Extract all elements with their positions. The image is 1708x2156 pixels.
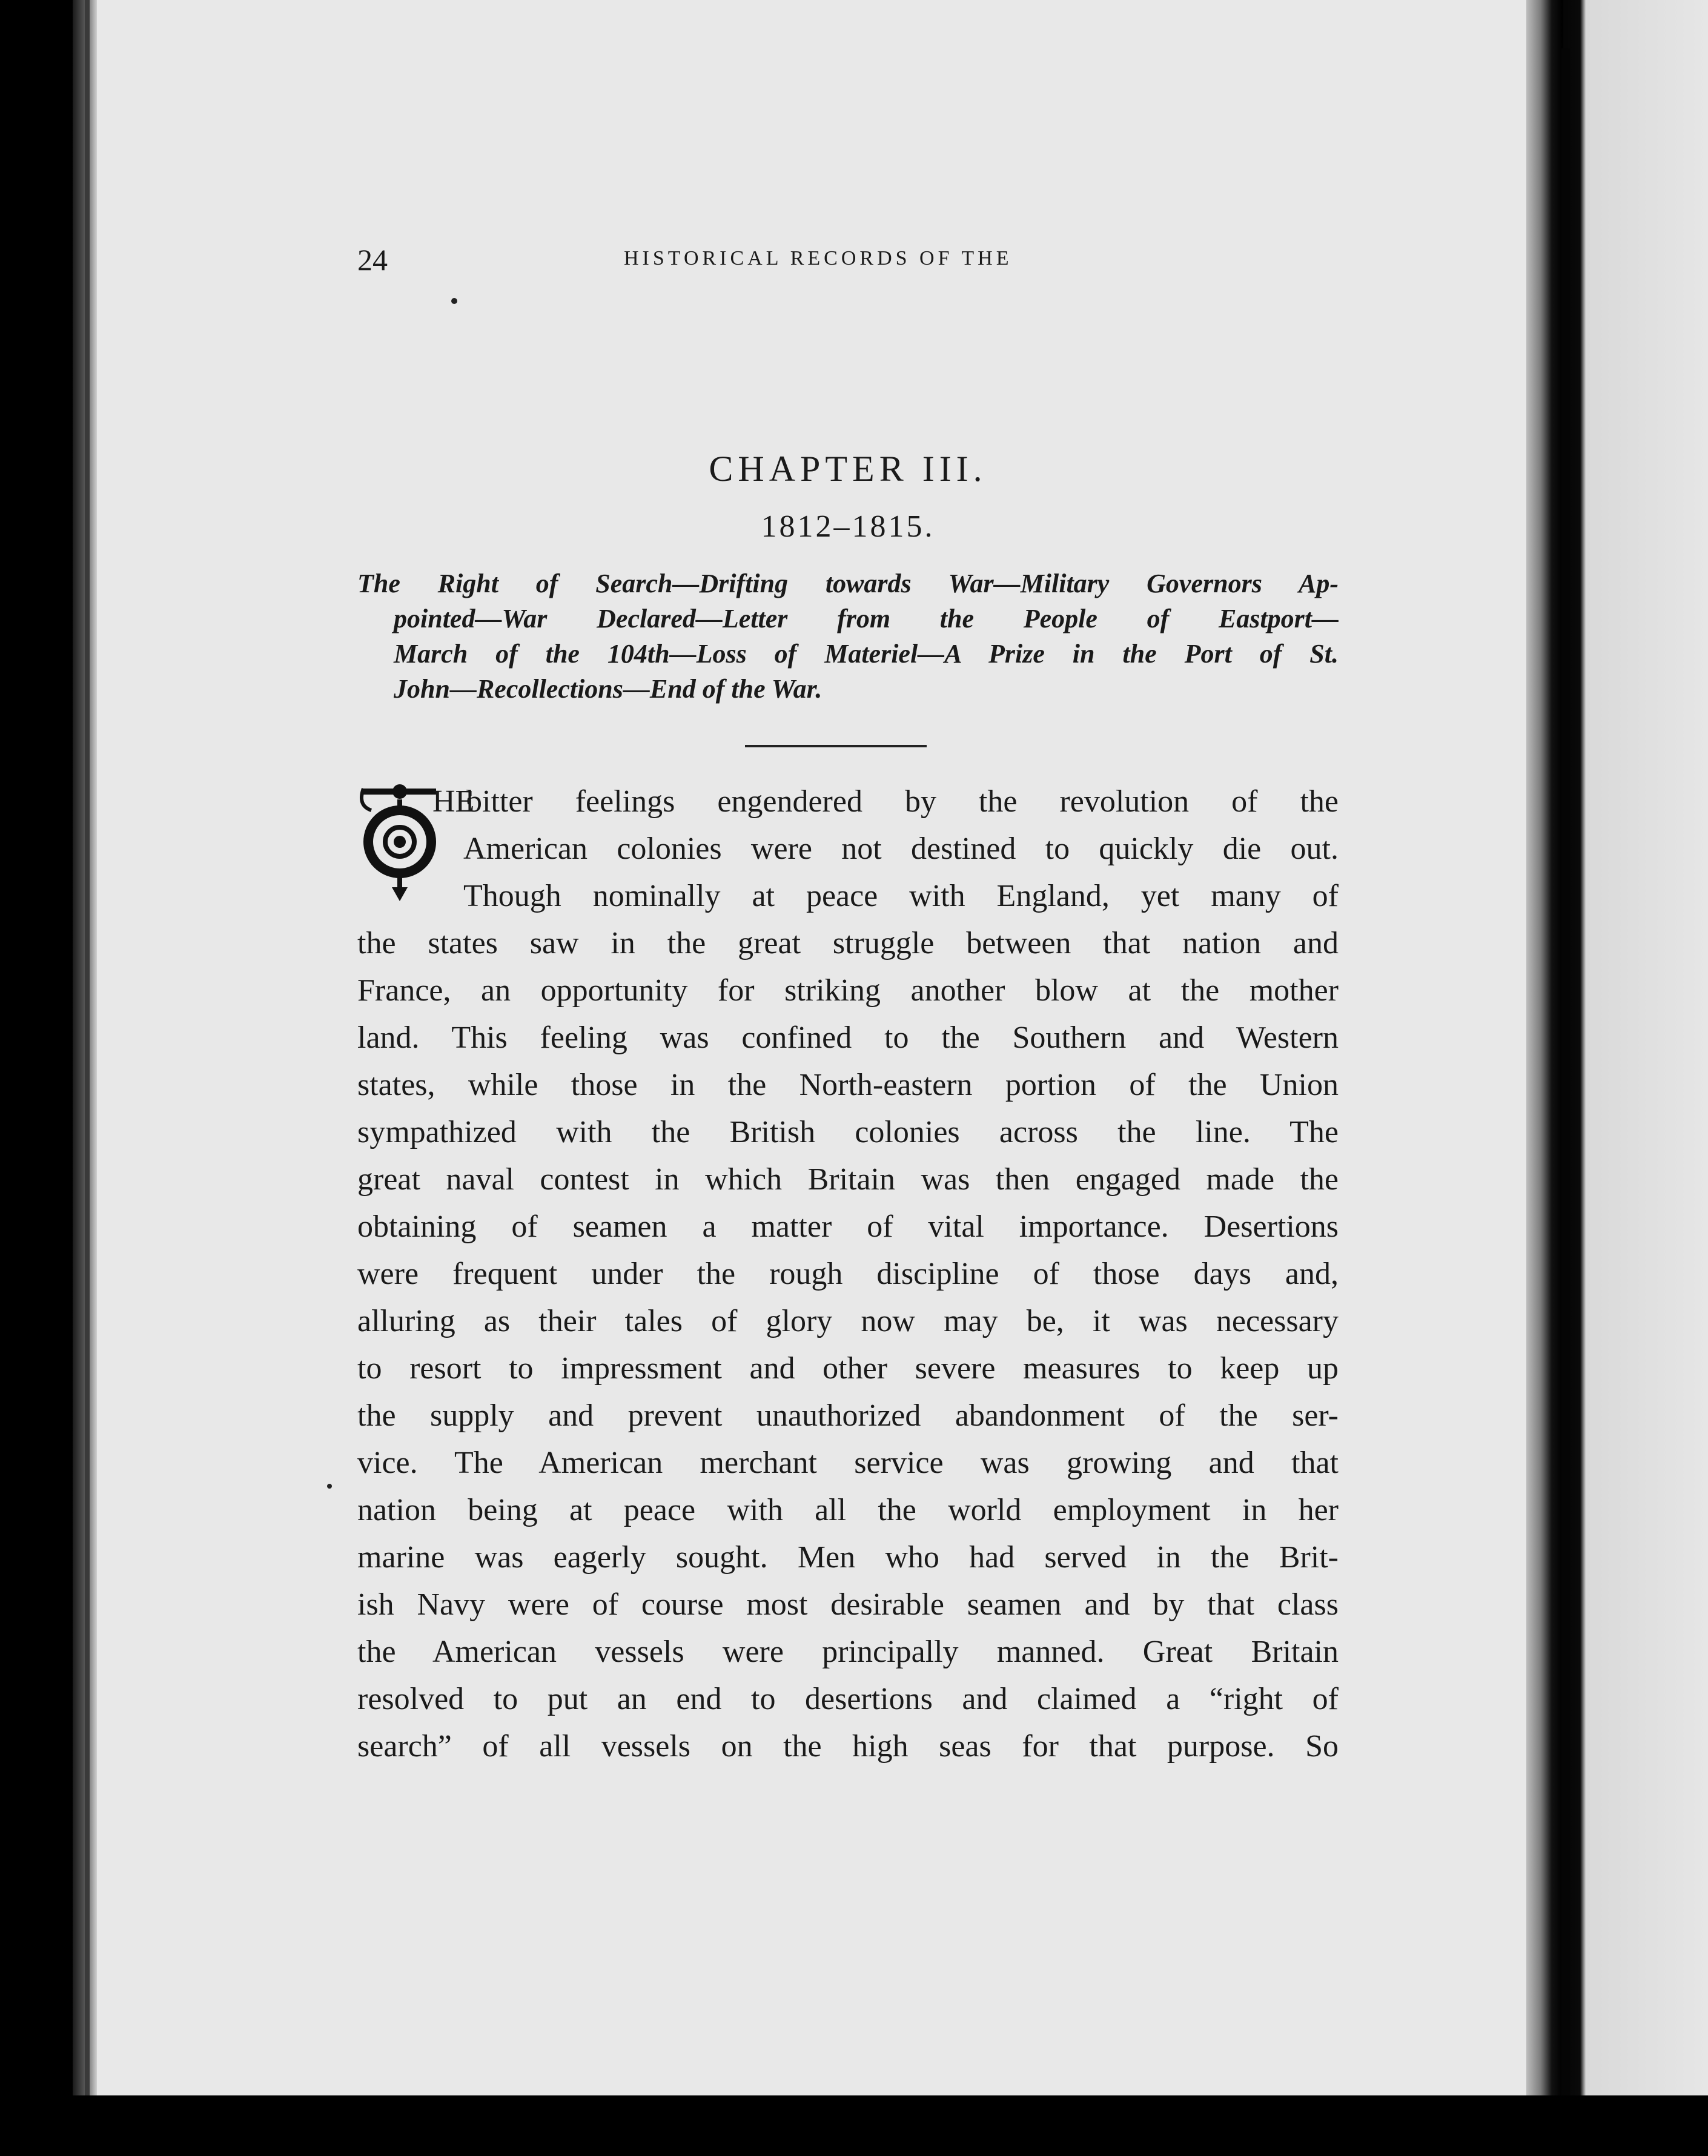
body-line: American colonies were not destined to quickly die out. — [463, 832, 1339, 866]
running-head — [357, 242, 1072, 285]
body-line: land. This feeling was confined to the Southern and Western — [357, 1020, 1339, 1055]
body-line: states, while those in the North-eastern portion of the Union — [357, 1068, 1339, 1102]
page-number: 24 — [357, 243, 388, 277]
chapter-title: CHAPTER III. — [709, 449, 987, 489]
body-line: the American vessels were principally manned. Great Britain — [357, 1635, 1339, 1669]
body-line: the states saw in the great struggle between that nation and — [357, 926, 1339, 961]
body-line: ish Navy were of course most desirable seamen and by that class — [357, 1587, 1339, 1622]
body-line: resolved to put an end to desertions and claimed a “right of — [357, 1682, 1339, 1716]
running-title: HISTORICAL RECORDS OF THE — [624, 247, 1013, 270]
body-line: bitter feelings engendered by the revolution of the — [466, 784, 1339, 819]
synopsis-line: pointed—War Declared—Letter from the People of Eastport— — [394, 604, 1339, 633]
synopsis-line: John—Recollections—End of the War. — [394, 674, 823, 704]
body-line: Though nominally at peace with England, yet many of — [463, 879, 1339, 913]
body-line: were frequent under the rough discipline of those days and, — [357, 1257, 1339, 1291]
print-speck — [451, 298, 457, 304]
chapter-synopsis — [357, 566, 1339, 707]
synopsis-line: The Right of Search—Drifting towards War—Military Governors Ap- — [357, 569, 1339, 598]
chapter-years: 1812–1815. — [761, 509, 935, 544]
print-speck — [327, 1484, 332, 1489]
facing-page-border — [1561, 48, 1570, 2095]
body-line: the supply and prevent unauthorized abandonment of the ser- — [357, 1398, 1339, 1433]
body-line: alluring as their tales of glory now may be, it was necessary — [357, 1304, 1339, 1338]
section-divider — [745, 745, 927, 747]
page-fold-shadow — [1526, 0, 1563, 2095]
body-line: search” of all vessels on the high seas for that purpose. So — [357, 1729, 1339, 1764]
body-line: marine was eagerly sought. Men who had served in the Brit- — [357, 1540, 1339, 1575]
body-line: sympathized with the British colonies across the line. The — [357, 1115, 1339, 1149]
synopsis-line: March of the 104th—Loss of Materiel—A Prize in the Port of St. — [394, 639, 1339, 669]
drop-cap-continuation: HE — [432, 784, 475, 819]
scan-bottom-border — [0, 2095, 1708, 2156]
chapter-body — [357, 778, 1339, 1770]
body-line: obtaining of seamen a matter of vital importance. Desertions — [357, 1209, 1339, 1244]
body-line: nation being at peace with all the world employment in her — [357, 1493, 1339, 1527]
binding-edge — [85, 0, 90, 2095]
body-line: to resort to impressment and other severe measures to keep up — [357, 1351, 1339, 1386]
body-line: France, an opportunity for striking another blow at the mother — [357, 973, 1339, 1008]
body-line: great naval contest in which Britain was then engaged made the — [357, 1162, 1339, 1197]
facing-page-edge — [1563, 0, 1708, 2095]
body-line: vice. The American merchant service was growing and that — [357, 1446, 1339, 1480]
